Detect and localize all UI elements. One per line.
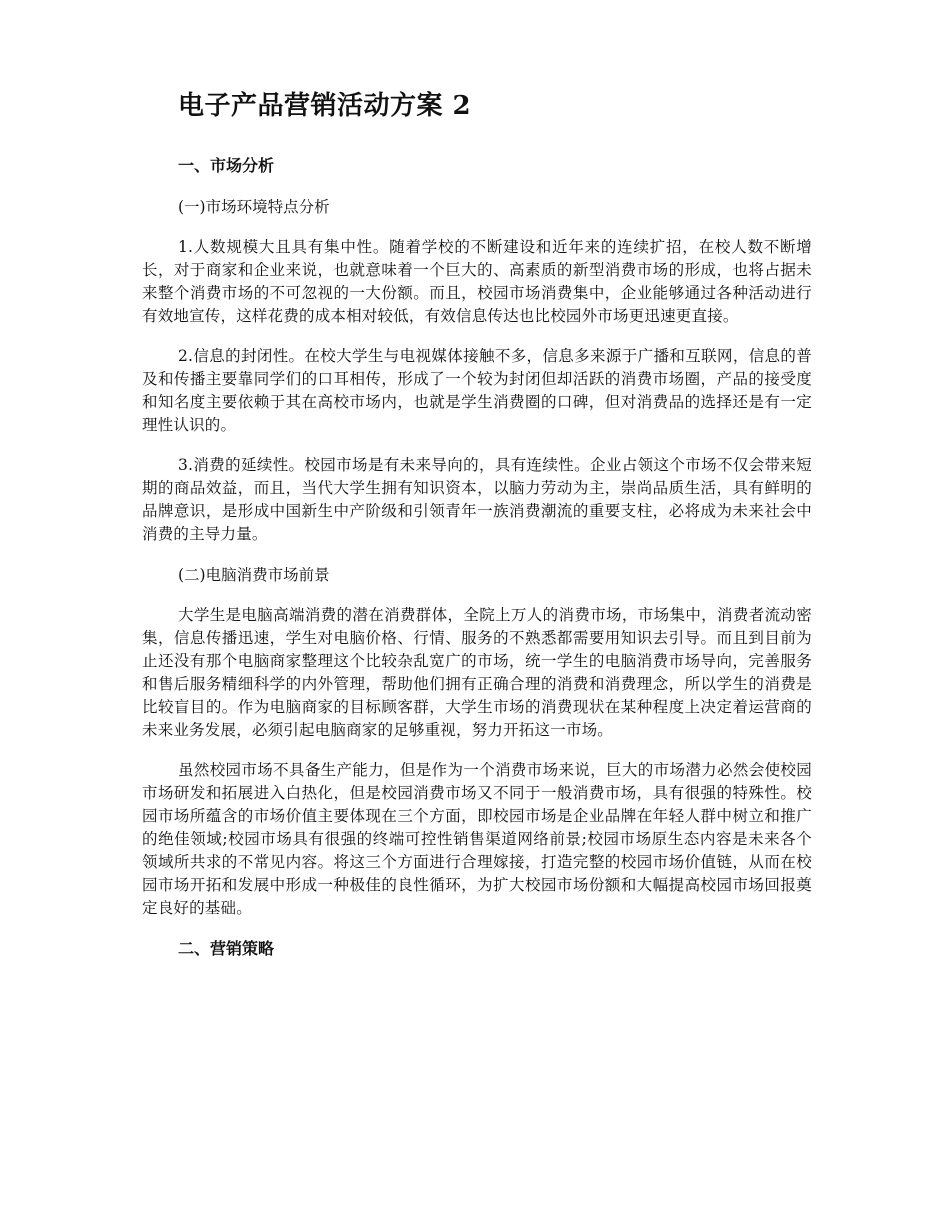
subsection-heading-pc-market-outlook: (二)电脑消费市场前景 xyxy=(178,566,330,584)
document-body xyxy=(142,86,812,961)
paragraph-scale-concentration: 1.人数规模大且具有集中性。随着学校的不断建设和近年来的连续扩招，在校人数不断增长，对于商家和企业来说，也就意味着一个巨大的、高素质的新型消费市场的形成，也将占据未来整个消费市场的不可忽视的一大份额。而且，校园市场消费集中，企业能够通过各种活动进行有效地宣传，这样花费的成本相对较低，有效信息传达也比校园外市场更迅速更直接。 xyxy=(142,238,812,325)
section-heading-market-analysis: 一、市场分析 xyxy=(178,156,275,175)
paragraph-information-closure: 2.信息的封闭性。在校大学生与电视媒体接触不多，信息多来源于广播和互联网，信息的普及和传播主要靠同学们的口耳相传，形成了一个较为封闭但却活跃的消费市场圈，产品的接受度和知名度主要依赖于其在高校市场内，也就是学生消费圈的口碑，但对消费品的选择还是有一定理性认识的。 xyxy=(142,347,812,434)
paragraph-consumption-continuity: 3.消费的延续性。校园市场是有未来导向的，具有连续性。企业占领这个市场不仅会带来短期的商品效益，而且，当代大学生拥有知识资本，以脑力劳动为主，崇尚品质生活，具有鲜明的品牌意识，是形成中国新生中产阶级和引领青年一族消费潮流的重要支柱，必将成为未来社会中消费的主导力量。 xyxy=(142,456,812,543)
paragraph-student-pc-consumers: 大学生是电脑高端消费的潜在消费群体，全院上万人的消费市场，市场集中，消费者流动密集，信息传播迅速，学生对电脑价格、行情、服务的不熟悉都需要用知识去引导。而且到目前为止还没有那个电脑商家整理这个比较杂乱宽广的市场，统一学生的电脑消费市场导向，完善服务和售后服务精细科学的内外管理，帮助他们拥有正确合理的消费和消费理念，所以学生的消费是比较盲目的。作为电脑商家的目标顾客群，大学生市场的消费现状在某种程度上决定着运营商的未来业务发展，必须引起电脑商家的足够重视，努力开拓这一市场。 xyxy=(142,606,812,739)
document-title: 电子产品营销活动方案 2 xyxy=(178,91,472,121)
paragraph-campus-market-value: 虽然校园市场不具备生产能力，但是作为一个消费市场来说，巨大的市场潜力必然会使校园市场研发和拓展进入白热化，但是校园消费市场又不同于一般消费市场，具有很强的特殊性。校园市场所蕴含的市场价值主要体现在三个方面，即校园市场是企业品牌在年轻人群中树立和推广的绝佳领域;校园市场具有很强的终端可控性销售渠道网络前景;校园市场原生态内容是未来各个领域所共求的不常见内容。将这三个方面进行合理嫁接，打造完整的校园市场价值链，从而在校园市场开拓和发展中形成一种极佳的良性循环，为扩大校园市场份额和大幅提高校园市场回报奠定良好的基础。 xyxy=(142,761,812,917)
subsection-heading-market-environment: (一)市场环境特点分析 xyxy=(178,198,330,216)
section-heading-marketing-strategy: 二、营销策略 xyxy=(178,939,275,958)
